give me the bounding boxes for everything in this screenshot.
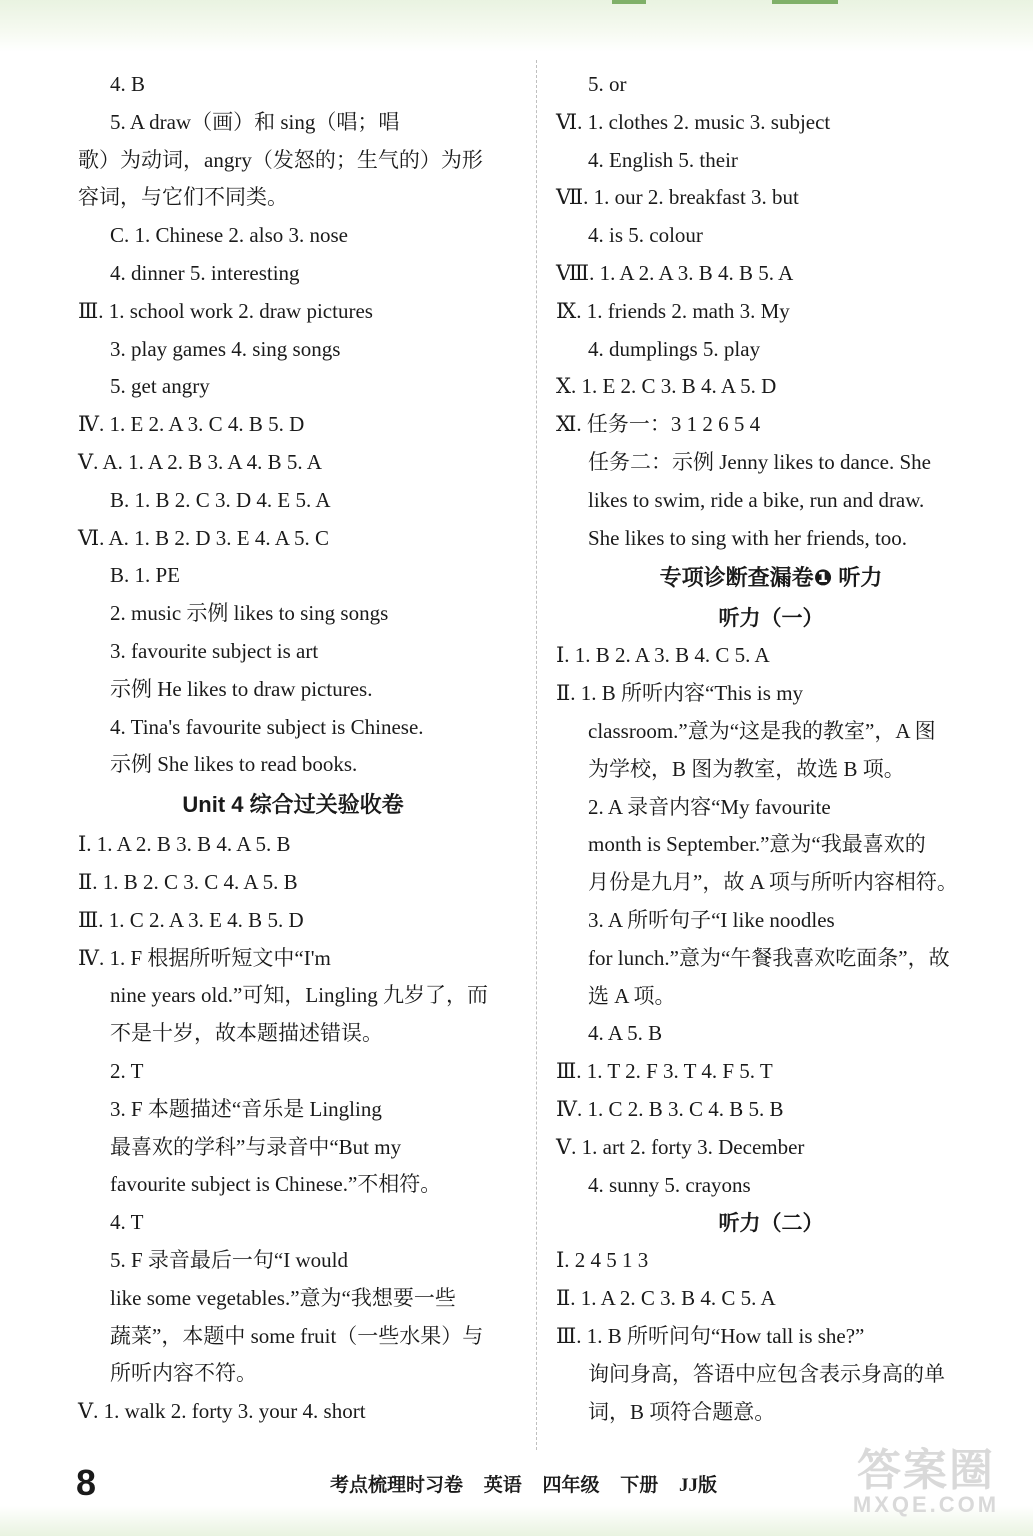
answer-line: 示例 She likes to read books.	[110, 752, 358, 777]
answer-line: 4. sunny 5. crayons	[588, 1172, 751, 1197]
answer-column-right	[556, 66, 986, 1431]
answer-line: Ⅳ. 1. F 根据所听短文中“I'm	[78, 945, 331, 970]
answer-line: 蔬菜”，本题中 some fruit（一些水果）与	[110, 1323, 484, 1348]
answer-line: Ⅴ. 1. walk 2. forty 3. your 4. short	[78, 1399, 366, 1424]
answer-line: 不是十岁，故本题描述错误。	[110, 1021, 383, 1046]
answer-line: Ⅰ. 1. A 2. B 3. B 4. A 5. B	[78, 832, 291, 857]
answer-line: Ⅵ. 1. clothes 2. music 3. subject	[556, 109, 831, 134]
answer-line: 歌）为动词，angry（发怒的；生气的）为形	[78, 147, 483, 172]
answer-line: classroom.”意为“这是我的教室”，A 图	[588, 718, 936, 743]
section-heading: Unit 4 综合过关验收卷	[182, 792, 404, 818]
top-accent-mark	[772, 0, 838, 4]
book-info: 考点梳理时习卷 英语 四年级 下册 JJ版	[330, 1475, 718, 1496]
answer-line: Ⅹ. 1. E 2. C 3. B 4. A 5. D	[556, 374, 777, 399]
answer-line: Ⅱ. 1. B 2. C 3. C 4. A 5. B	[78, 869, 298, 894]
answer-line: 4. dumplings 5. play	[588, 336, 761, 361]
page-number: 8	[76, 1462, 97, 1503]
answer-line: nine years old.”可知，Lingling 九岁了，而	[110, 983, 488, 1008]
answer-line: 任务二：示例 Jenny likes to dance. She	[588, 449, 931, 474]
watermark-title: 答案圈	[857, 1446, 995, 1495]
answer-line: Ⅳ. 1. E 2. A 3. C 4. B 5. D	[78, 412, 305, 437]
answer-line: 4. dinner 5. interesting	[110, 260, 300, 285]
answer-line: 词，B 项符合题意。	[588, 1399, 776, 1424]
answer-line: 4. English 5. their	[588, 147, 738, 172]
answer-line: 3. play games 4. sing songs	[110, 336, 341, 361]
answer-line: Ⅲ. 1. C 2. A 3. E 4. B 5. D	[78, 907, 304, 932]
answer-line: 3. F 本题描述“音乐是 Lingling	[110, 1096, 382, 1121]
top-decorative-band	[0, 0, 1033, 52]
answer-line: 所听内容不符。	[110, 1361, 257, 1386]
answer-line: like some vegetables.”意为“我想要一些	[110, 1285, 456, 1310]
answer-line: C. 1. Chinese 2. also 3. nose	[110, 223, 348, 248]
answer-line: 询问身高，答语中应包含表示身高的单	[588, 1361, 945, 1386]
subsection-heading: 听力（一）	[718, 606, 824, 631]
answer-line: 5. A draw（画）和 sing（唱；唱	[110, 109, 400, 134]
answer-line: 2. T	[110, 1058, 144, 1083]
answer-line: favourite subject is Chinese.”不相符。	[110, 1172, 442, 1197]
watermark-url: MXQE.COM	[852, 1492, 1000, 1517]
column-divider	[536, 60, 537, 1450]
answer-line: 5. F 录音最后一句“I would	[110, 1247, 348, 1272]
answer-line: Ⅺ. 任务一：3 1 2 6 5 4	[556, 412, 761, 437]
subsection-heading: 听力（二）	[718, 1211, 824, 1236]
answer-line: Ⅲ. 1. T 2. F 3. T 4. F 5. T	[556, 1059, 773, 1084]
answer-line: 2. music 示例 likes to sing songs	[110, 601, 389, 626]
answer-line: Ⅷ. 1. A 2. A 3. B 4. B 5. A	[556, 260, 794, 285]
answer-line: B. 1. PE	[110, 563, 181, 588]
answer-line: 容词，与它们不同类。	[78, 185, 288, 210]
answer-line: 月份是九月”，故 A 项与所听内容相符。	[588, 870, 958, 895]
answer-line: likes to swim, ride a bike, run and draw.	[588, 487, 925, 512]
answer-line: 4. is 5. colour	[588, 223, 703, 248]
answer-line: B. 1. B 2. C 3. D 4. E 5. A	[110, 487, 331, 512]
top-accent-mark	[612, 0, 646, 4]
answer-line: 5. or	[588, 72, 627, 96]
answer-line: 3. A 所听句子“I like noodles	[588, 907, 835, 932]
answer-line: Ⅰ. 2 4 5 1 3	[556, 1248, 649, 1273]
answer-line: Ⅶ. 1. our 2. breakfast 3. but	[556, 185, 799, 210]
answer-line: Ⅱ. 1. A 2. C 3. B 4. C 5. A	[556, 1286, 776, 1311]
answer-line: Ⅰ. 1. B 2. A 3. B 4. C 5. A	[556, 643, 770, 668]
answer-line: 最喜欢的学科”与录音中“But my	[110, 1134, 402, 1159]
answer-line: Ⅴ. 1. art 2. forty 3. December	[556, 1134, 805, 1159]
answer-line: 2. A 录音内容“My favourite	[588, 794, 831, 819]
answer-line: 4. T	[110, 1210, 144, 1235]
answer-line: 示例 He likes to draw pictures.	[110, 676, 373, 701]
answer-column-left	[78, 66, 508, 1431]
answer-line: Ⅵ. A. 1. B 2. D 3. E 4. A 5. C	[78, 525, 329, 550]
answer-line: 为学校，B 图为教室，故选 B 项。	[588, 756, 905, 781]
answer-line: Ⅲ. 1. school work 2. draw pictures	[78, 298, 373, 323]
answer-line: 4. B	[110, 72, 146, 96]
answer-line: for lunch.”意为“午餐我喜欢吃面条”，故	[588, 945, 950, 970]
answer-line: Ⅸ. 1. friends 2. math 3. My	[556, 298, 790, 323]
answer-line: Ⅳ. 1. C 2. B 3. C 4. B 5. B	[556, 1096, 784, 1121]
answer-line: She likes to sing with her friends, too.	[588, 525, 908, 550]
answer-line: 5. get angry	[110, 374, 210, 399]
answer-line: Ⅲ. 1. B 所听问句“How tall is she?”	[556, 1323, 865, 1348]
answer-line: Ⅴ. A. 1. A 2. B 3. A 4. B 5. A	[78, 449, 322, 474]
watermark-logo	[841, 1448, 1011, 1518]
answer-line: 选 A 项。	[588, 983, 676, 1008]
answer-line: 4. A 5. B	[588, 1021, 663, 1046]
answer-line: 3. favourite subject is art	[110, 638, 319, 663]
section-heading: 专项诊断查漏卷❶ 听力	[659, 565, 883, 591]
answer-line: Ⅱ. 1. B 所听内容“This is my	[556, 681, 804, 706]
answer-line: 4. Tina's favourite subject is Chinese.	[110, 714, 424, 739]
answer-line: month is September.”意为“我最喜欢的	[588, 832, 926, 857]
